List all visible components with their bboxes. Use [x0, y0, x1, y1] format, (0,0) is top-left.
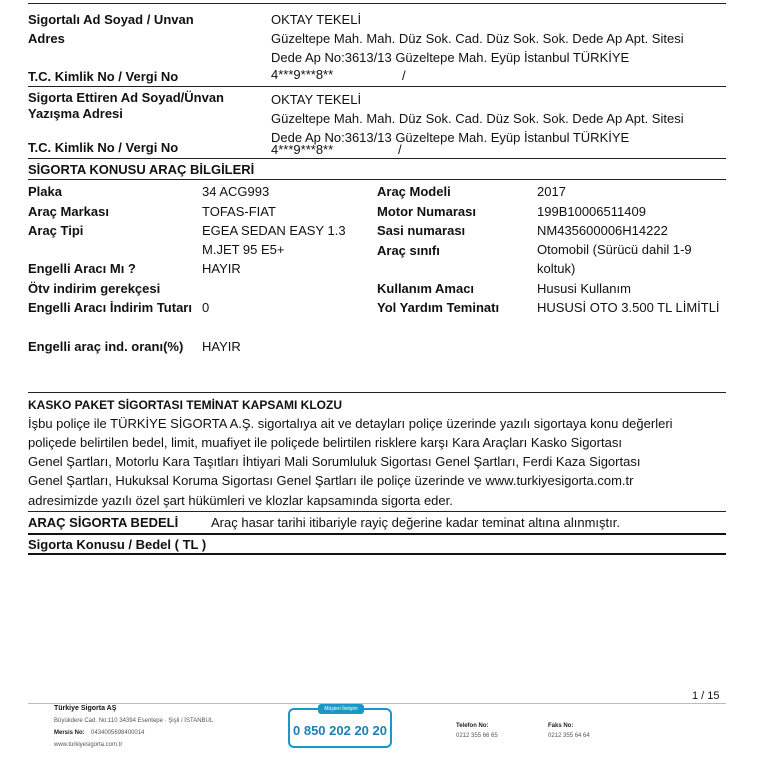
insured-address-line2: Dede Ap No:3613/13 Güzeltepe Mah. Eyüp İstanbul TÜRKİYE: [271, 50, 630, 65]
kullanim-value: Hususi Kullanım: [537, 281, 631, 296]
clause-line-5: adresimizde yazılı özel şart hükümleri ve klozlar kapsamında sigorta eder.: [28, 493, 453, 508]
footer-company: Türkiye Sigorta AŞ: [54, 705, 117, 712]
engelli-oran-label: Engelli araç ind. oranı(%): [28, 339, 184, 354]
insured-id-separator: /: [402, 68, 406, 83]
insured-id-value: 4***9***8**: [271, 67, 334, 82]
policyholder-address-line2: Dede Ap No:3613/13 Güzeltepe Mah. Eyüp İstanbul TÜRKİYE: [271, 130, 630, 145]
policyholder-name-label: Sigorta Ettiren Ad Soyad/Ünvan: [28, 90, 224, 105]
motor-value: 199B10006511409: [537, 204, 646, 219]
plaka-label: Plaka: [28, 184, 62, 199]
sinif-label: Araç sınıfı: [377, 243, 440, 258]
vehicle-section-title: SİGORTA KONUSU ARAÇ BİLGİLERİ: [28, 162, 255, 177]
insured-name: OKTAY TEKELİ: [271, 12, 362, 27]
engelli-tutar-value: 0: [202, 300, 210, 315]
engelli-value: HAYIR: [202, 261, 241, 276]
bedel-label: ARAÇ SİGORTA BEDELİ: [28, 515, 179, 530]
footer-tel: 0212 355 66 65: [456, 733, 498, 739]
insured-address-label: Adres: [28, 31, 65, 46]
sasi-value: NM435600006H14222: [537, 223, 668, 238]
footer-fax-label: Faks No:: [548, 723, 574, 729]
kullanim-label: Kullanım Amacı: [377, 281, 475, 296]
sinif-value-line2: koltuk): [537, 261, 576, 276]
hotline-box: [288, 708, 392, 748]
yol-yardim-value: HUSUSİ OTO 3.500 TL LİMİTLİ: [537, 300, 720, 315]
bedel-text: Araç hasar tarihi itibariyle rayiç değerine kadar teminat altına alınmıştır.: [211, 515, 620, 530]
footer-address: Büyükdere Cad. No:110 34394 Esentepe · Şişli / İSTANBUL: [54, 718, 214, 724]
marka-label: Araç Markası: [28, 204, 109, 219]
insured-name-label: Sigortalı Ad Soyad / Unvan: [28, 12, 194, 27]
konu-bedel-label: Sigorta Konusu / Bedel ( TL ): [28, 537, 207, 552]
sasi-label: Sasi numarası: [377, 223, 466, 238]
clause-line-2: poliçede belirtilen bedel, limit, muafiyet ile poliçede belirtilen risklere karşı Kara Araçları Kasko Sigortası: [28, 435, 622, 450]
clause-line-3: Genel Şartları, Motorlu Kara Taşıtları İhtiyari Mali Sorumluluk Sigortası Genel Şartları, Ferdi Kaza Sigortası: [28, 454, 641, 469]
policyholder-address-label: Yazışma Adresi: [28, 106, 123, 121]
tipi-value-line1: EGEA SEDAN EASY 1.3: [202, 223, 346, 238]
hotline-number: 0 850 202 20 20: [293, 723, 387, 738]
engelli-oran-value: HAYIR: [202, 339, 241, 354]
motor-label: Motor Numarası: [377, 204, 476, 219]
sinif-value-line1: Otomobil (Sürücü dahil 1-9: [537, 242, 692, 257]
clause-line-4: Genel Şartları, Hukuksal Koruma Sigortası Genel Şartları ile poliçe üzerinde ve www.turkiyesigorta.com.tr: [28, 473, 634, 488]
insured-id-label: T.C. Kimlik No / Vergi No: [28, 69, 179, 84]
footer-tel-label: Telefon No:: [456, 723, 489, 729]
footer-mersis-label: Mersis No:: [54, 730, 85, 736]
clause-line-1: İşbu poliçe ile TÜRKİYE SİGORTA A.Ş. sigortalıya ait ve detayları poliçe üzerinde yazılı sigortaya konu değerleri: [28, 416, 673, 431]
policyholder-id-separator: /: [398, 142, 402, 157]
tipi-value-line2: M.JET 95 E5+: [202, 242, 285, 257]
model-value: 2017: [537, 184, 566, 199]
marka-value: TOFAS-FIAT: [202, 204, 276, 219]
insured-address-line1: Güzeltepe Mah. Mah. Düz Sok. Cad. Düz Sok. Sok. Dede Ap Apt. Sitesi: [271, 31, 684, 46]
yol-yardim-label: Yol Yardım Teminatı: [377, 300, 500, 315]
policyholder-name: OKTAY TEKELİ: [271, 92, 362, 107]
model-label: Araç Modeli: [377, 184, 451, 199]
page-number: 1 / 15: [692, 690, 720, 702]
tipi-label: Araç Tipi: [28, 223, 84, 238]
footer-fax: 0212 355 64 64: [548, 733, 590, 739]
policyholder-id-label: T.C. Kimlik No / Vergi No: [28, 140, 179, 155]
engelli-label: Engelli Aracı Mı ?: [28, 261, 136, 276]
policyholder-address-line1: Güzeltepe Mah. Mah. Düz Sok. Cad. Düz Sok. Sok. Dede Ap Apt. Sitesi: [271, 111, 684, 126]
engelli-tutar-label: Engelli Aracı İndirim Tutarı: [28, 300, 192, 315]
policyholder-id-value: 4***9***8**: [271, 142, 334, 157]
plaka-value: 34 ACG993: [202, 184, 270, 199]
footer-web[interactable]: www.turkiyesigorta.com.tr: [54, 742, 123, 748]
hotline-label: Müşteri İletişim Merkezi: [318, 704, 364, 714]
clause-title: KASKO PAKET SİGORTASI TEMİNAT KAPSAMI KLOZU: [28, 398, 342, 412]
footer-mersis: 0434005698400014: [91, 730, 145, 736]
otv-label: Ötv indirim gerekçesi: [28, 281, 161, 296]
